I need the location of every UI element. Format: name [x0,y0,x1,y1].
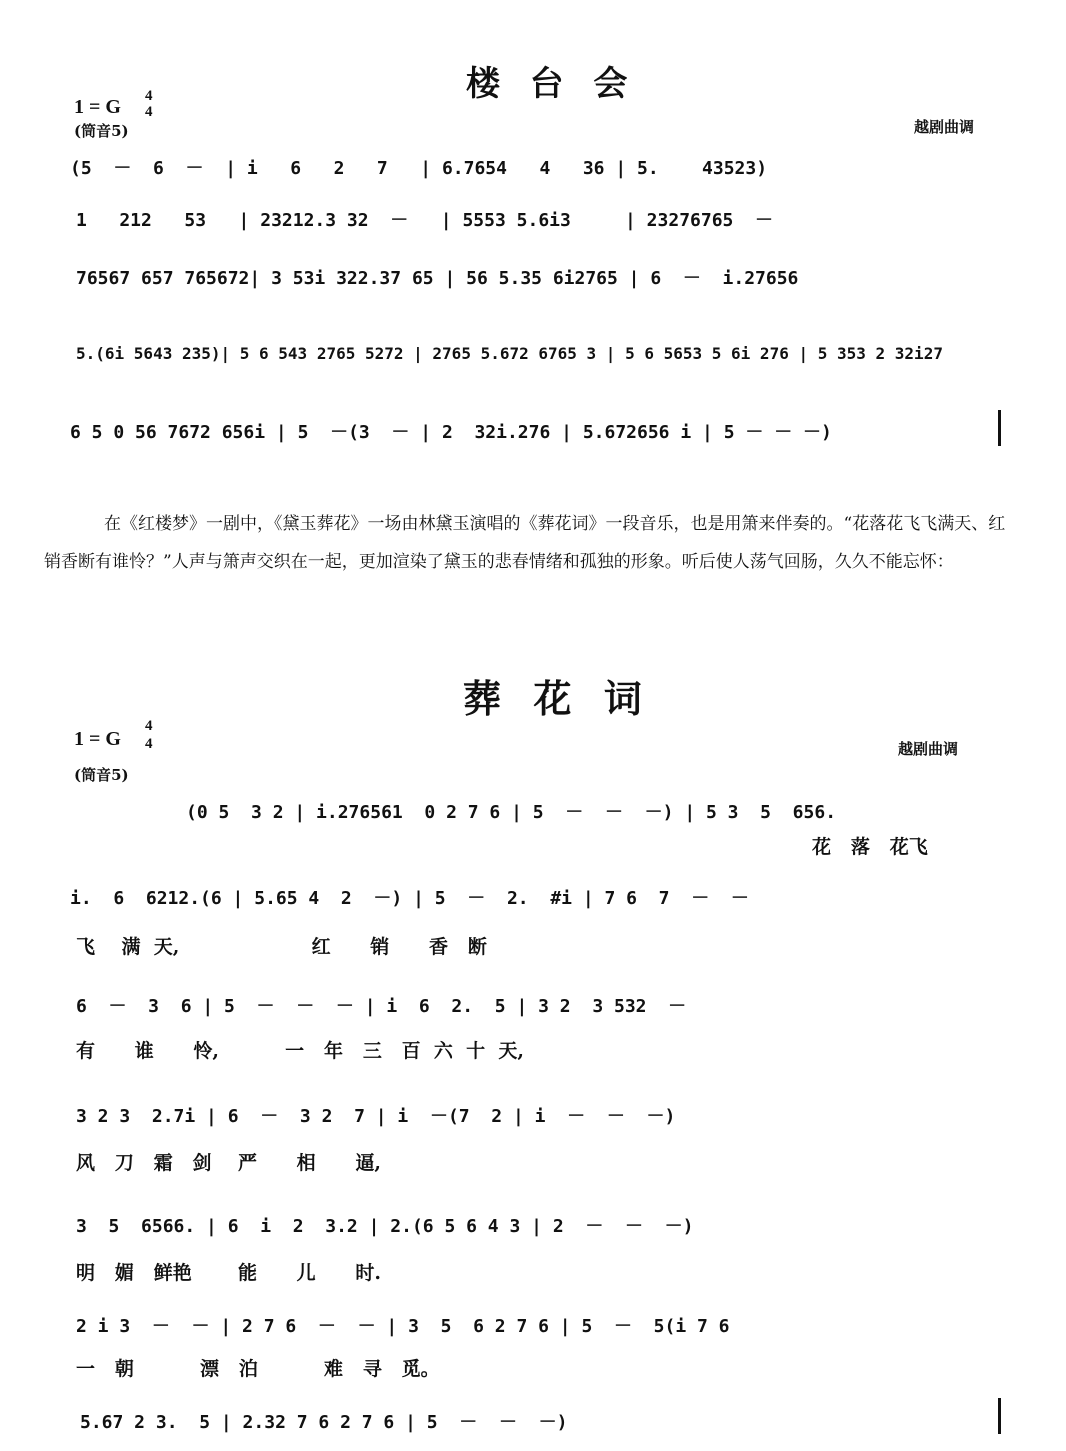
song2-lyrics-5: 明 媚 鲜艳 能 儿 时. [76,1262,381,1284]
song2-notes-5: 3 5 6566. | 6 i 2 3.2 | 2.(6 5 6 4 3 | 2 － － －) [76,1216,694,1237]
song2-notes-4: 3 2 3 2.7i | 6 － 3 2 7 | i －(7 2 | i － － －) [76,1106,676,1127]
song1-time-top: 4 [145,88,153,104]
song1-line-1: (5 － 6 － | i 6 2 7 | 6.7654 4 36 | 5. 43523) [70,158,768,179]
song2-notes-3: 6 － 3 6 | 5 － － － | i 6 2. 5 | 3 2 3 532 － [76,996,687,1017]
song2-lyrics-1: 花 落 花飞 [812,836,928,858]
song1-line-4: 5.(6i 5643 235)| 5 6 543 2765 5272 | 2765 5.672 6765 3 | 5 6 5653 5 6i 276 | 5 353 2 32i27 [76,344,943,363]
song1-time-bottom: 4 [145,104,153,120]
song2-lyrics-4: 风 刀 霜 剑 严 相 逼, [76,1152,381,1174]
song1-credit: 越剧曲调 [914,118,975,136]
body-paragraph: 在《红楼梦》一剧中，《黛玉葬花》一场由林黛玉演唱的《葬花词》一段音乐，也是用箫来伴奏的。“花落花飞飞满天、红销香断有谁怜？”人声与箫声交织在一起，更加渲染了黛玉的悲春情绪和孤独的形象。听后使人荡气回肠，久久不能忘怀： [44,514,1006,572]
song2-flute-note: (筒音5) [74,766,129,784]
song2-notes-1: (0 5 3 2 | i.276561 0 2 7 6 | 5 － － －) | 5 3 5 656. [186,802,837,823]
song2-notes-7: 5.67 2 3. 5 | 2.32 7 6 2 7 6 | 5 － － －) [80,1412,568,1433]
song2-lyrics-3: 有 谁 怜, 一 年 三 百 六 十 天, [76,1040,524,1062]
song2-final-barline [998,1398,1001,1434]
song2-time-top: 4 [145,718,153,734]
song2-notes-6: 2 i 3 － － | 2 7 6 － － | 3 5 6 2 7 6 | 5 － 5(i 7 6 [76,1316,730,1337]
song2-time-bottom: 4 [145,736,153,752]
song2-key: 1 = G [74,728,121,750]
song1-line-2: 1 212 53 | 23212.3 32 － | 5553 5.6i3 | 23276765 － [76,210,774,231]
song1-flute-note: (筒音5) [74,122,129,140]
song1-line-5: 6 5 0 56 7672 656i | 5 －(3 － | 2 32i.276 | 5.672656 i | 5 － － －) [70,422,832,443]
song2-notes-2: i. 6 6212.(6 | 5.65 4 2 －) | 5 － 2. #i | 7 6 7 － － [70,888,749,909]
song2-title: 葬 花 词 [463,676,644,721]
song1-key: 1 = G [74,96,121,118]
song1-line-3: 76567 657 765672| 3 53i 322.37 65 | 56 5.35 6i2765 | 6 － i.27656 [76,268,799,289]
song2-lyrics-6: 一 朝 漂 泊 难 寻 觅。 [76,1358,440,1380]
song2-credit: 越剧曲调 [898,740,959,758]
song2-lyrics-2: 飞 满 天, 红 销 香 断 [76,936,487,958]
song1-final-barline [998,410,1001,446]
song1-title: 楼 台 会 [466,64,630,104]
